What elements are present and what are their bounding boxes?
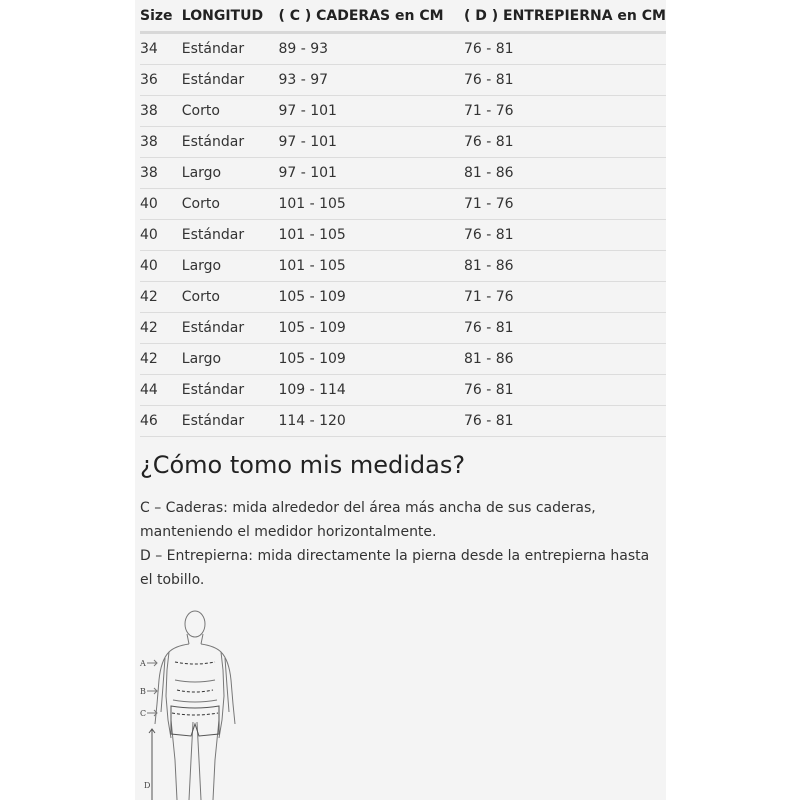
cell-entrepierna: 71 - 76 — [464, 96, 666, 127]
cell-entrepierna: 71 - 76 — [464, 282, 666, 313]
cell-entrepierna: 76 - 81 — [464, 220, 666, 251]
cell-caderas: 101 - 105 — [278, 189, 464, 220]
howto-line-entrepierna: D – Entrepierna: mida directamente la pierna desde la entrepierna hasta el tobillo. — [140, 548, 650, 588]
cell-caderas: 105 - 109 — [278, 313, 464, 344]
cell-size: 42 — [140, 344, 182, 375]
cell-longitud: Estándar — [182, 127, 279, 158]
cell-size: 40 — [140, 220, 182, 251]
cell-longitud: Largo — [182, 251, 279, 282]
cell-longitud: Estándar — [182, 220, 279, 251]
cell-size: 38 — [140, 158, 182, 189]
cell-longitud: Estándar — [182, 313, 279, 344]
cell-caderas: 97 - 101 — [278, 158, 464, 189]
cell-longitud: Estándar — [182, 65, 279, 96]
table-header-row — [140, 0, 666, 33]
cell-entrepierna: 76 - 81 — [464, 65, 666, 96]
cell-entrepierna: 81 - 86 — [464, 344, 666, 375]
label-a: A — [140, 659, 146, 668]
cell-entrepierna: 76 - 81 — [464, 33, 666, 65]
header-size: Size — [140, 0, 182, 33]
table-row — [140, 65, 666, 96]
cell-size: 40 — [140, 189, 182, 220]
table-row — [140, 96, 666, 127]
header-longitud: LONGITUD — [182, 0, 279, 33]
cell-entrepierna: 76 - 81 — [464, 313, 666, 344]
cell-longitud: Largo — [182, 158, 279, 189]
cell-longitud: Estándar — [182, 406, 279, 437]
cell-longitud: Corto — [182, 282, 279, 313]
cell-size: 34 — [140, 33, 182, 65]
body-measurement-figure-icon — [135, 600, 255, 800]
cell-caderas: 101 - 105 — [278, 251, 464, 282]
cell-longitud: Corto — [182, 189, 279, 220]
cell-size: 38 — [140, 127, 182, 158]
cell-longitud: Estándar — [182, 375, 279, 406]
table-row — [140, 313, 666, 344]
header-caderas: ( C ) CADERAS en CM — [278, 0, 464, 33]
table-row — [140, 251, 666, 282]
table-row — [140, 375, 666, 406]
table-row — [140, 127, 666, 158]
cell-caderas: 97 - 101 — [278, 127, 464, 158]
label-b: B — [140, 687, 146, 696]
cell-size: 36 — [140, 65, 182, 96]
cell-caderas: 114 - 120 — [278, 406, 464, 437]
cell-size: 40 — [140, 251, 182, 282]
cell-size: 44 — [140, 375, 182, 406]
table-row — [140, 220, 666, 251]
howto-description — [140, 496, 664, 592]
size-table — [140, 0, 666, 437]
table-row — [140, 189, 666, 220]
cell-caderas: 105 - 109 — [278, 344, 464, 375]
cell-longitud: Corto — [182, 96, 279, 127]
cell-longitud: Estándar — [182, 33, 279, 65]
cell-entrepierna: 76 - 81 — [464, 406, 666, 437]
label-d: D — [144, 781, 151, 790]
howto-line-caderas: C – Caderas: mida alrededor del área más ancha de sus caderas, manteniendo el medidor horizontalmente. — [140, 500, 596, 540]
cell-caderas: 97 - 101 — [278, 96, 464, 127]
table-row — [140, 406, 666, 437]
cell-entrepierna: 81 - 86 — [464, 158, 666, 189]
label-c: C — [140, 709, 147, 718]
cell-entrepierna: 71 - 76 — [464, 189, 666, 220]
cell-caderas: 105 - 109 — [278, 282, 464, 313]
cell-caderas: 109 - 114 — [278, 375, 464, 406]
cell-entrepierna: 81 - 86 — [464, 251, 666, 282]
cell-size: 42 — [140, 282, 182, 313]
cell-size: 42 — [140, 313, 182, 344]
cell-caderas: 101 - 105 — [278, 220, 464, 251]
howto-heading: ¿Cómo tomo mis medidas? — [140, 451, 466, 479]
cell-size: 38 — [140, 96, 182, 127]
size-guide-panel — [135, 0, 666, 800]
cell-entrepierna: 76 - 81 — [464, 375, 666, 406]
cell-longitud: Largo — [182, 344, 279, 375]
cell-caderas: 93 - 97 — [278, 65, 464, 96]
header-entrepierna: ( D ) ENTREPIERNA en CM — [464, 0, 666, 33]
table-row — [140, 33, 666, 65]
table-row — [140, 158, 666, 189]
table-row — [140, 344, 666, 375]
cell-size: 46 — [140, 406, 182, 437]
table-row — [140, 282, 666, 313]
cell-entrepierna: 76 - 81 — [464, 127, 666, 158]
cell-caderas: 89 - 93 — [278, 33, 464, 65]
